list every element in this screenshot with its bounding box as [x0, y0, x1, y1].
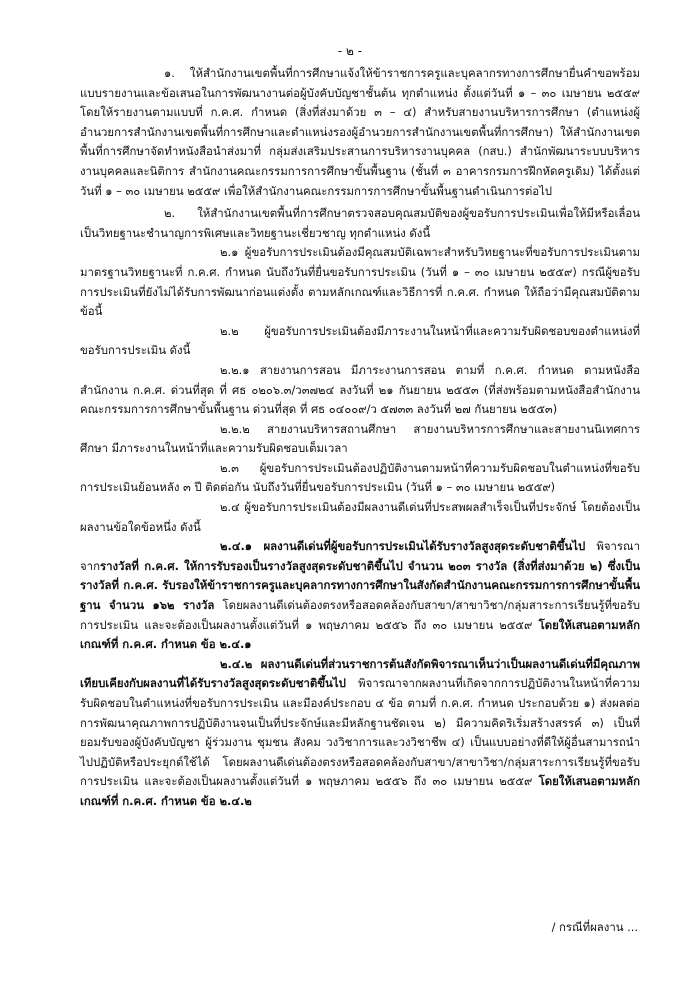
paragraph-1: ๑. ให้สำนักงานเขตพื้นที่การศึกษาแจ้งให้ข้าราชการครูและบุคลากรทางการศึกษายื่นคำขอพร้อมแบบรายงานและข้อเสนอในการพัฒนางานต่อผู้บังคับบัญชาชั้นต้น ทุกตำแหน่ง ตั้งแต่วันที่ ๑ – ๓๐ เมษายน ๒๕๕๙ โดยให้รายงานตามแบบที่ ก.ค.ศ. กำหนด (สิ่งที่ส่งมาด้วย ๓ – ๔) สำหรับสายงานบริหารการศึกษา (ตำแหน่งผู้อำนวยการสำนักงานเขตพื้นที่การศึกษาและตำแหน่งรองผู้อำนวยการสำนักงานเขตพื้นที่การศึกษา) ให้สำนักงานเขตพื้นที่การศึกษาจัดทำหนังสือนำส่งมาที่ กลุ่มส่งเสริมประสานการบริหารงานบุคคล (กสบ.) สำนักพัฒนาระบบบริหารงานบุคคลและนิติการ สำนักงานคณะกรรมการการศึกษาขั้นพื้นฐาน (ชั้นที่ ๓ อาคารกรมการฝึกหัดครูเดิม) ได้ตั้งแต่วันที่ ๑ – ๓๐ เมษายน ๒๕๕๙ เพื่อให้สำนักงานคณะกรรมการการศึกษาขั้นพื้นฐานดำเนินการต่อไป: [80, 66, 640, 198]
paragraph-2-4-1-heading: ๒.๔.๑ ผลงานดีเด่นที่ผู้ขอรับการประเมินได้รับรางวัลสูงสุดระดับชาติขึ้นไป: [220, 539, 586, 554]
continuation-note: / กรณีที่ผลงาน ...: [551, 920, 638, 934]
paragraph-2-4-2: [80, 655, 640, 812]
paragraph-2-2: ๒.๒ ผู้ขอรับการประเมินต้องมีภาระงานในหน้าที่และความรับผิดชอบของตำแหน่งที่ขอรับการประเมิน ดังนี้: [80, 323, 640, 358]
paragraph-2-4-1-text: พิจารณาจาก: [80, 539, 640, 573]
paragraph-2-1: ๒.๑ ผู้ขอรับการประเมินต้องมีคุณสมบัติเฉพาะสำหรับวิทยฐานะที่ขอรับการประเมินตามมาตรฐานวิทยฐานะที่ ก.ค.ศ. กำหนด นับถึงวันที่ยื่นขอรับการประเมิน (วันที่ ๑ – ๓๐ เมษายน ๒๕๕๙) กรณีผู้ขอรับการประเมินที่ยังไม่ได้รับการพัฒนาก่อนแต่งตั้ง ตามหลักเกณฑ์และวิธีการที่ ก.ค.ศ. กำหนด ให้ถือว่ามีคุณสมบัติตามข้อนี้: [80, 245, 640, 319]
paragraph-2-2-1: ๒.๒.๑ สายงานการสอน มีภาระงานการสอน ตามที่ ก.ค.ศ. กำหนด ตามหนังสือสำนักงาน ก.ค.ศ. ด่วนที่สุด ที่ ศธ ๐๒๐๖.๓/ว๓๗๒๔ ลงวันที่ ๒๑ กันยายน ๒๕๕๓ (ที่ส่งพร้อมตามหนังสือสำนักงานคณะกรรมการการศึกษาขั้นพื้นฐาน ด่วนที่สุด ที่ ศธ ๐๔๐๐๙/ว ๕๗๓๓ ลงวันที่ ๒๗ กันยายน ๒๕๕๓): [80, 362, 640, 417]
document-body: [80, 64, 640, 812]
paragraph-2-4-2-criteria: โดยให้เสนอตามหลักเกณฑ์ที่ ก.ค.ศ. กำหนด ข้อ ๒.๔.๒: [80, 774, 640, 808]
paragraph-2-4: ๒.๔ ผู้ขอรับการประเมินต้องมีผลงานดีเด่นที่ประสพผลสำเร็จเป็นที่ประจักษ์ โดยต้องเป็นผลงานข้อใดข้อหนึ่ง ดังนี้: [80, 500, 640, 534]
paragraph-2-2-2: ๒.๒.๒ สายงานบริหารสถานศึกษา สายงานบริหารการศึกษาและสายงานนิเทศการศึกษา มีภาระงานในหน้าที่และความรับผิดชอบเต็มเวลา: [80, 421, 640, 456]
paragraph-2-4-2-text: พิจารณาจากผลงานที่เกิดจากการปฏิบัติงานในหน้าที่ความรับผิดชอบในตำแหน่งที่ขอรับการประเมิน และมีองค์ประกอบ ๔ ข้อ ตามที่ ก.ค.ศ. กำหนด ประกอบด้วย ๑) ส่งผลต่อการพัฒนาคุณภาพการปฏิบัติงานจนเป็นที่ประจักษ์และมีหลักฐานชัดเจน ๒) มีความคิดริเริ่มสร้างสรรค์ ๓) เป็นที่ยอมรับของผู้บังคับบัญชา ผู้ร่วมงาน ชุมชน สังคม วงวิชาการและวงวิชาชีพ ๔) เป็นแบบอย่างที่ดีให้ผู้อื่นสามารถนำไปปฏิบัติหรือประยุกต์ใช้ได้ โดยผลงานดีเด่นต้องตรงหรือสอดคล้องกับสาขา/สาขาวิชา/กลุ่มสาระการเรียนรู้ที่ขอรับการประเมิน และจะต้องเป็นผลงานตั้งแต่วันที่ ๑ พฤษภาคม ๒๕๕๖ ถึง ๓๐ เมษายน ๒๕๕๙: [80, 676, 640, 789]
paragraph-2-4-1-detail: โดยผลงานดีเด่นต้องตรงหรือสอดคล้องกับสาขา/สาขาวิชา/กลุ่มสาระการเรียนรู้ที่ขอรับการประเมิน และจะต้องเป็นผลงานตั้งแต่วันที่ ๑ พฤษภาคม ๒๕๕๖ ถึง ๓๐ เมษายน ๒๕๕๙: [80, 598, 640, 632]
paragraph-2-4-1-criteria: โดยให้เสนอตามหลักเกณฑ์ที่ ก.ค.ศ. กำหนด ข้อ ๒.๔.๑: [80, 617, 640, 652]
paragraph-2-4-2-heading: ๒.๔.๒ ผลงานดีเด่นที่ส่วนราชการต้นสังกัดพิจารณาเห็นว่าเป็นผลงานดีเด่นที่มีคุณภาพเทียบเคียงกับผลงานที่ได้รับรางวัลสูงสุดระดับชาติขึ้นไป: [80, 656, 640, 691]
paragraph-2-4-1-award: รางวัลที่ ก.ค.ศ. ให้การรับรองเป็นรางวัลสูงสุดระดับชาติขึ้นไป จำนวน ๒๐๓ รางวัล (สิ่งที่ส่งมาด้วย ๒) ซึ่งเป็นรางวัลที่ ก.ค.ศ. รับรองให้ข้าราชการครูและบุคลากรทางการศึกษาในสังกัดสำนักงานคณะกรรมการการศึกษาขั้นพื้นฐาน จำนวน ๑๖๒ รางวัล: [80, 558, 640, 613]
paragraph-2-3: ๒.๓ ผู้ขอรับการประเมินต้องปฏิบัติงานตามหน้าที่ความรับผิดชอบในตำแหน่งที่ขอรับการประเมินย้อนหลัง ๓ ปี ติดต่อกัน นับถึงวันที่ยื่นขอรับการประเมิน (วันที่ ๑ – ๓๐ เมษายน ๒๕๕๙): [80, 460, 640, 495]
paragraph-2: ๒. ให้สำนักงานเขตพื้นที่การศึกษาตรวจสอบคุณสมบัติของผู้ขอรับการประเมินเพื่อให้มีหรือเลื่อนเป็นวิทยฐานะชำนาญการพิเศษและวิทยฐานะเชี่ยวชาญ ทุกตำแหน่ง ดังนี้: [80, 206, 640, 240]
page-number: - ๒ -: [337, 44, 363, 58]
paragraph-2-4-1: [80, 537, 640, 655]
